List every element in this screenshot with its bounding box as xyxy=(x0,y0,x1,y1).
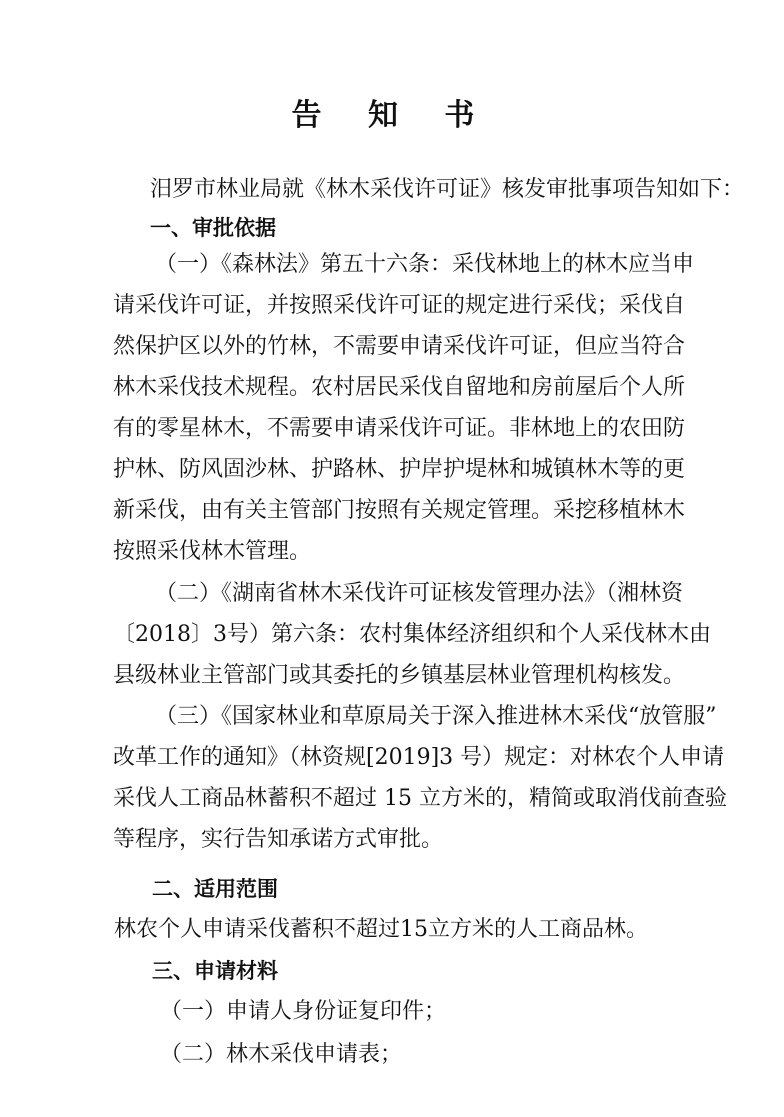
paragraph-line: 林木采伐技术规程。农村居民采伐自留地和房前屋后个人所 xyxy=(113,375,686,400)
intro-text: 汨罗市林业局就《林木采伐许可证》核发审批事项告知如下： xyxy=(150,177,745,202)
paragraph-line: （一）《森林法》第五十六条：采伐林地上的林木应当申 xyxy=(155,252,695,277)
paragraph-line: 有的零星林木，不需要申请采伐许可证。非林地上的农田防 xyxy=(113,416,686,441)
page-title: 告 知 书 xyxy=(291,98,493,133)
paragraph-line: （二）《湖南省林木采伐许可证核发管理办法》（湘林资 xyxy=(155,581,684,606)
paragraph-line: （三）《国家林业和草原局关于深入推进林木采伐“放管服” xyxy=(155,704,717,729)
paragraph-line: 按照采伐林木管理。 xyxy=(113,539,312,564)
paragraph-line: 请采伐许可证，并按照采伐许可证的规定进行采伐；采伐自 xyxy=(113,293,686,318)
material-item: （二）林木采伐申请表； xyxy=(160,1042,403,1067)
paragraph-line: 然保护区以外的竹林，不需要申请采伐许可证，但应当符合 xyxy=(113,334,686,359)
paragraph-line: 县级林业主管部门或其委托的乡镇基层林业管理机构核发。 xyxy=(113,663,686,688)
paragraph-line: 改革工作的通知》（林资规[2019]3 号）规定：对林农个人申请 xyxy=(113,745,725,770)
material-item: （一）申请人身份证复印件； xyxy=(160,999,447,1024)
paragraph-line: 〔2018〕3号）第六条：农村集体经济组织和个人采伐林木由 xyxy=(113,622,711,647)
scope-text: 林农个人申请采伐蓄积不超过15立方米的人工商品林。 xyxy=(114,917,648,942)
section-heading-scope: 二、适用范围 xyxy=(152,877,278,901)
section-heading-materials: 三、申请材料 xyxy=(152,959,278,983)
paragraph-line: 新采伐，由有关主管部门按照有关规定管理。采挖移植林木 xyxy=(113,498,686,523)
section-heading-basis: 一、审批依据 xyxy=(150,216,276,240)
paragraph-line: 采伐人工商品林蓄积不超过 15 立方米的，精简或取消伐前查验 xyxy=(113,786,727,811)
paragraph-line: 护林、防风固沙林、护路林、护岸护堤林和城镇林木等的更 xyxy=(113,457,686,482)
paragraph-line: 等程序，实行告知承诺方式审批。 xyxy=(113,827,444,852)
